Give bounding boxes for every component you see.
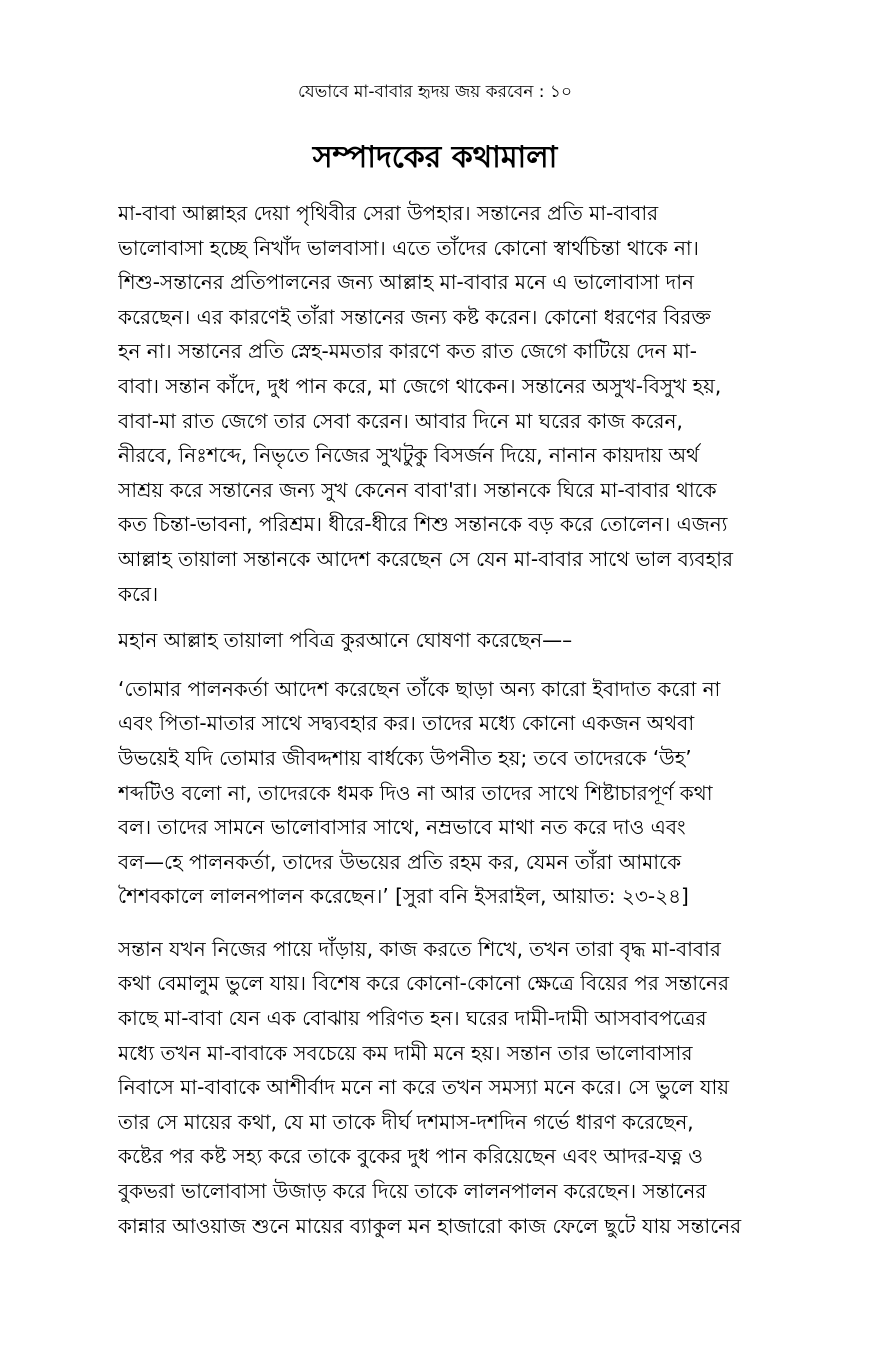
text-line: কষ্টের পর কষ্ট সহ্য করে তাকে বুকের দুধ পান করিয়েছেন এবং আদর-যত্ন ও xyxy=(118,1144,703,1169)
text-line: ‘তোমার পালনকর্তা আদেশ করেছেন তাঁকে ছাড়া অন্য কারো ইবাদাত করো না xyxy=(118,676,721,701)
text-line: তার সে মায়ের কথা, যে মা তাকে দীর্ঘ দশমাস-দশদিন গর্ভে ধারণ করেছেন, xyxy=(118,1109,694,1134)
text-line: কথা বেমালুম ভুলে যায়। বিশেষ করে কোনো-কোনো ক্ষেত্রে বিয়ের পর সন্তানের xyxy=(118,971,730,996)
body-text xyxy=(118,196,752,1243)
text-line: ভালোবাসা হচ্ছে নিখাঁদ ভালবাসা। এতে তাঁদের কোনো স্বার্থচিন্তা থাকে না। xyxy=(118,235,699,260)
text-line: বুকভরা ভালোবাসা উজাড় করে দিয়ে তাকে লালনপালন করেছেন। সন্তানের xyxy=(118,1179,707,1204)
running-header: যেভাবে মা-বাবার হৃদয় জয় করবেন : ১০ xyxy=(297,82,573,102)
text-line: নীরবে, নিঃশব্দে, নিভৃতে নিজের সুখটুকু বিসর্জন দিয়ে, নানান কায়দায় অর্থ xyxy=(118,443,700,468)
text-line: আল্লাহ তায়ালা সন্তানকে আদেশ করেছেন সে যেন মা-বাবার সাথে ভাল ব্যবহার xyxy=(118,546,733,571)
text-line: মা-বাবা আল্লাহর দেয়া পৃথিবীর সেরা উপহার। সন্তানের প্রতি মা-বাবার xyxy=(118,201,659,225)
paragraph-announcement xyxy=(118,623,752,658)
text-line: মহান আল্লাহ তায়ালা পবিত্র কুরআনে ঘোষণা করেছেন—– xyxy=(118,628,573,653)
text-line: সন্তান যখন নিজের পায়ে দাঁড়ায়, কাজ করতে শিখে, তখন তারা বৃদ্ধ মা-বাবার xyxy=(118,936,721,961)
text-line: বল—হে পালনকর্তা, তাদের উভয়ের প্রতি রহম কর, যেমন তাঁরা আমাকে xyxy=(118,849,682,874)
text-line: মধ্যে তখন মা-বাবাকে সবচেয়ে কম দামী মনে হয়। সন্তান তার ভালোবাসার xyxy=(118,1040,693,1065)
text-line: বাবা। সন্তান কাঁদে, দুধ পান করে, মা জেগে থাকেন। সন্তানের অসুখ-বিসুখ হয়, xyxy=(118,373,722,398)
text-line: উভয়েই যদি তোমার জীবদ্দশায় বার্ধক্যে উপনীত হয়; তবে তাদেরকে ‘উহ’ xyxy=(118,745,692,770)
text-line: কাছে মা-বাবা যেন এক বোঝায় পরিণত হন। ঘরের দামী-দামী আসবাবপত্রের xyxy=(118,1006,707,1031)
text-line: নিবাসে মা-বাবাকে আশীর্বাদ মনে না করে তখন সমস্যা মনে করে। সে ভুলে যায় xyxy=(118,1075,730,1100)
page-title: সম্পাদকের কথামালা xyxy=(312,140,558,175)
text-line: সাশ্রয় করে সন্তানের জন্য সুখ কেনেন বাবা'রা। সন্তানকে ঘিরে মা-বাবার থাকে xyxy=(118,477,717,502)
paragraph-intro xyxy=(118,196,752,611)
paragraph-quran-quote xyxy=(118,672,752,914)
text-line: করে। xyxy=(118,581,159,606)
text-line: শৈশবকালে লালনপালন করেছেন।’ [সুরা বনি ইসরাইল, আয়াত: ২৩-২৪] xyxy=(118,884,689,909)
text-line: করেছেন। এর কারণেই তাঁরা সন্তানের জন্য কষ্ট করেন। কোনো ধরণের বিরক্ত xyxy=(118,304,711,329)
text-line: কান্নার আওয়াজ শুনে মায়ের ব্যাকুল মন হাজারো কাজ ফেলে ছুটে যায় সন্তানের xyxy=(118,1213,742,1238)
text-line: শব্দটিও বলো না, তাদেরকে ধমক দিও না আর তাদের সাথে শিষ্টাচারপূর্ণ কথা xyxy=(118,780,713,805)
text-line: বাবা-মা রাত জেগে তার সেবা করেন। আবার দিনে মা ঘরের কাজ করেন, xyxy=(118,408,683,433)
text-line: কত চিন্তা-ভাবনা, পরিশ্রম। ধীরে-ধীরে শিশু সন্তানকে বড় করে তোলেন। এজন্য xyxy=(118,512,728,537)
text-line: হন না। সন্তানের প্রতি স্নেহ-মমতার কারণে কত রাত জেগে কাটিয়ে দেন মা- xyxy=(118,339,698,364)
paragraph-children xyxy=(118,932,752,1243)
text-line: এবং পিতা-মাতার সাথে সদ্ব্যবহার কর। তাদের মধ্যে কোনো একজন অথবা xyxy=(118,711,695,736)
text-line: শিশু-সন্তানের প্রতিপালনের জন্য আল্লাহ মা-বাবার মনে এ ভালোবাসা দান xyxy=(118,270,694,295)
text-line: বল। তাদের সামনে ভালোবাসার সাথে, নম্রভাবে মাথা নত করে দাও এবং xyxy=(118,815,686,840)
